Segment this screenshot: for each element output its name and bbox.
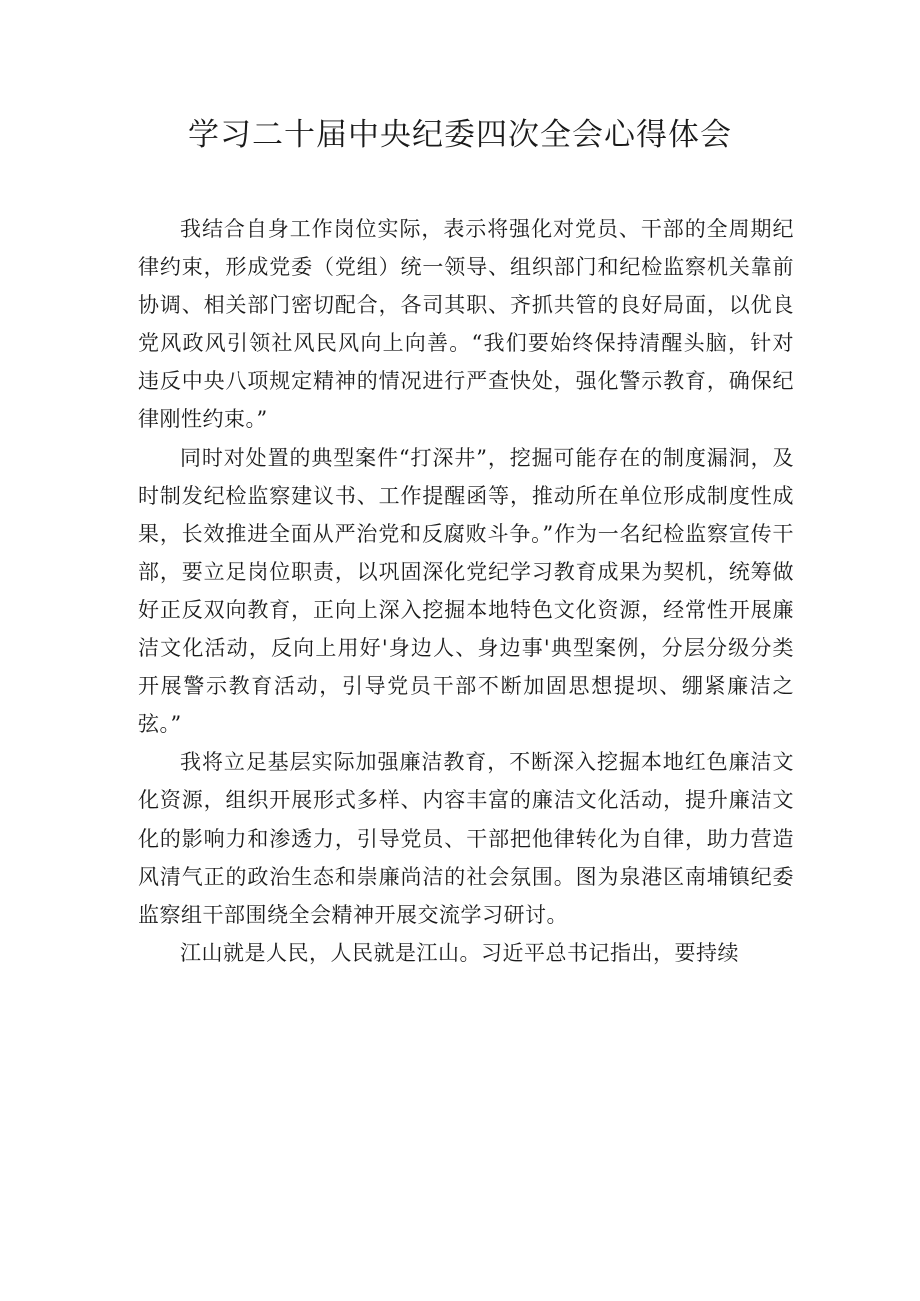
paragraph: 江山就是人民，人民就是江山。习近平总书记指出，要持续 bbox=[180, 940, 739, 965]
document-body bbox=[138, 210, 794, 972]
document-title: 学习二十届中央纪委四次全会心得体会 bbox=[188, 117, 732, 153]
paragraph: 我结合自身工作岗位实际，表示将强化对党员、干部的全周期纪律约束，形成党委（党组）统一领导、组织部门和纪检监察机关靠前协调、相关部门密切配合，各司其职、齐抓共管的良好局面，以优良党风政风引领社风民风向上向善。“我们要始终保持清醒头脑，针对违反中央八项规定精神的情况进行严查快处，强化警示教育，确保纪律刚性约束。” bbox=[138, 217, 794, 432]
paragraph: 同时对处置的典型案件“打深井”，挖掘可能存在的制度漏洞，及时制发纪检监察建议书、工作提醒函等，推动所在单位形成制度性成果，长效推进全面从严治党和反腐败斗争。”作为一名纪检监察宣传干部，要立足岗位职责，以巩固深化党纪学习教育成果为契机，统筹做好正反双向教育，正向上深入挖掘本地特色文化资源，经常性开展廉洁文化活动，反向上用好'身边人、身边事'典型案例，分层分级分类开展警示教育活动，引导党员干部不断加固思想提坝、绷紧廉洁之弦。” bbox=[138, 445, 794, 737]
paragraph: 我将立足基层实际加强廉洁教育，不断深入挖掘本地红色廉洁文化资源，组织开展形式多样、内容丰富的廉洁文化活动，提升廉洁文化的影响力和渗透力，引导党员、干部把他律转化为自律，助力营造风清气正的政治生态和崇廉尚洁的社会氛围。图为泉港区南埔镇纪委监察组干部围绕全会精神开展交流学习研讨。 bbox=[138, 750, 794, 927]
